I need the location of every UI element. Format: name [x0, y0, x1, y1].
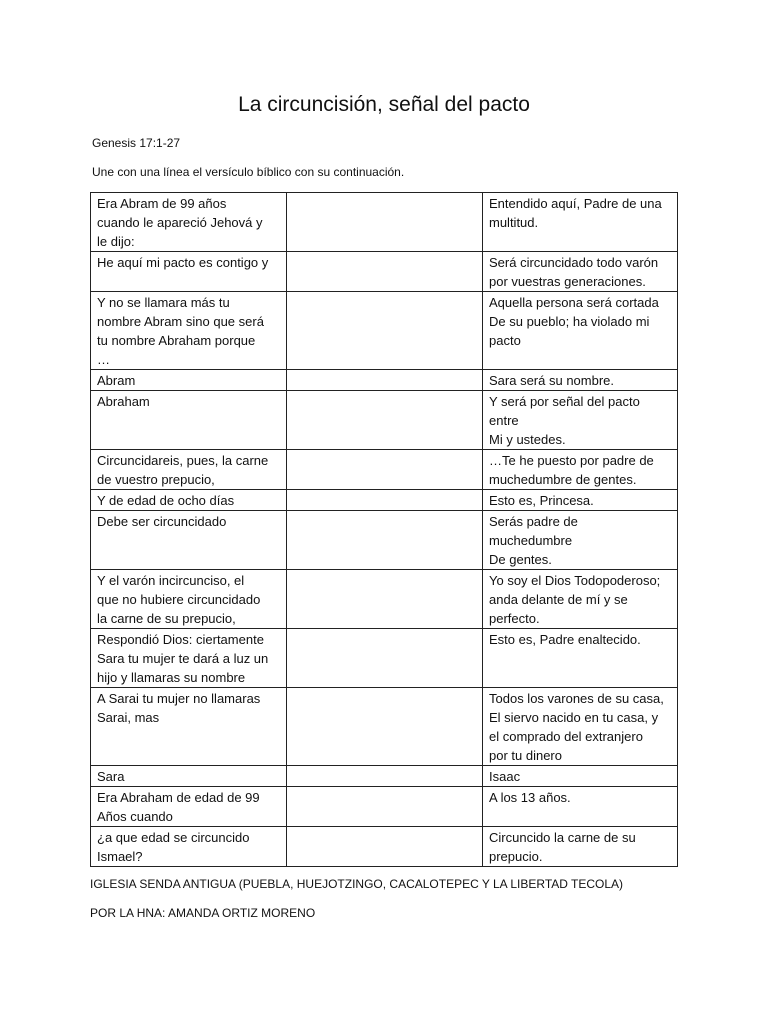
blank-connector-cell: [287, 391, 483, 450]
verse-start-cell: Era Abraham de edad de 99 Años cuando: [91, 787, 287, 827]
blank-connector-cell: [287, 490, 483, 511]
table-row: [91, 370, 678, 391]
verse-start-cell: He aquí mi pacto es contigo y: [91, 252, 287, 292]
church-footer: IGLESIA SENDA ANTIGUA (PUEBLA, HUEJOTZINGO, CACALOTEPEC Y LA LIBERTAD TECOLA): [90, 877, 624, 891]
blank-connector-cell: [287, 766, 483, 787]
table-row: [91, 787, 678, 827]
table-row: [91, 450, 678, 490]
table-row: [91, 252, 678, 292]
author-footer: POR LA HNA: AMANDA ORTIZ MORENO: [90, 906, 316, 920]
blank-connector-cell: [287, 827, 483, 867]
verse-start-cell: Debe ser circuncidado: [91, 511, 287, 570]
table-row: [91, 391, 678, 450]
table-row: [91, 688, 678, 766]
verse-end-cell: Sara será su nombre.: [483, 370, 678, 391]
verse-end-cell: Esto es, Princesa.: [483, 490, 678, 511]
blank-connector-cell: [287, 193, 483, 252]
table-row: [91, 511, 678, 570]
verse-start-cell: Era Abram de 99 años cuando le apareció Jehová y le dijo:: [91, 193, 287, 252]
verse-start-cell: Y de edad de ocho días: [91, 490, 287, 511]
verse-start-cell: Respondió Dios: ciertamente Sara tu mujer te dará a luz un hijo y llamaras su nombre: [91, 629, 287, 688]
blank-connector-cell: [287, 511, 483, 570]
verse-end-cell: Esto es, Padre enaltecido.: [483, 629, 678, 688]
table-row: [91, 827, 678, 867]
table-row: [91, 193, 678, 252]
instruction-text: Une con una línea el versículo bíblico con su continuación.: [92, 165, 405, 179]
blank-connector-cell: [287, 252, 483, 292]
verse-start-cell: Abraham: [91, 391, 287, 450]
blank-connector-cell: [287, 370, 483, 391]
verse-end-cell: A los 13 años.: [483, 787, 678, 827]
table-row: [91, 490, 678, 511]
blank-connector-cell: [287, 570, 483, 629]
page-title: La circuncisión, señal del pacto: [238, 93, 530, 116]
table-row: [91, 292, 678, 370]
scripture-reference: Genesis 17:1-27: [92, 136, 181, 150]
blank-connector-cell: [287, 450, 483, 490]
verse-end-cell: Todos los varones de su casa, El siervo nacido en tu casa, y el comprado del extranjero por tu dinero: [483, 688, 678, 766]
matching-table: [90, 192, 678, 867]
verse-end-cell: Será circuncidado todo varón por vuestras generaciones.: [483, 252, 678, 292]
table-row: [91, 629, 678, 688]
verse-end-cell: Yo soy el Dios Todopoderoso; anda delante de mí y se perfecto.: [483, 570, 678, 629]
verse-end-cell: Y será por señal del pacto entre Mi y ustedes.: [483, 391, 678, 450]
table-row: [91, 766, 678, 787]
blank-connector-cell: [287, 292, 483, 370]
verse-start-cell: ¿a que edad se circuncido Ismael?: [91, 827, 287, 867]
verse-end-cell: Aquella persona será cortada De su pueblo; ha violado mi pacto: [483, 292, 678, 370]
verse-end-cell: Serás padre de muchedumbre De gentes.: [483, 511, 678, 570]
verse-end-cell: Isaac: [483, 766, 678, 787]
verse-end-cell: Entendido aquí, Padre de una multitud.: [483, 193, 678, 252]
blank-connector-cell: [287, 688, 483, 766]
verse-start-cell: Y no se llamara más tu nombre Abram sino que será tu nombre Abraham porque …: [91, 292, 287, 370]
blank-connector-cell: [287, 629, 483, 688]
verse-end-cell: …Te he puesto por padre de muchedumbre de gentes.: [483, 450, 678, 490]
verse-start-cell: Sara: [91, 766, 287, 787]
table-row: [91, 570, 678, 629]
verse-start-cell: A Sarai tu mujer no llamaras Sarai, mas: [91, 688, 287, 766]
verse-start-cell: Abram: [91, 370, 287, 391]
verse-start-cell: Y el varón incircunciso, el que no hubiere circuncidado la carne de su prepucio,: [91, 570, 287, 629]
verse-end-cell: Circuncido la carne de su prepucio.: [483, 827, 678, 867]
verse-start-cell: Circuncidareis, pues, la carne de vuestro prepucio,: [91, 450, 287, 490]
blank-connector-cell: [287, 787, 483, 827]
